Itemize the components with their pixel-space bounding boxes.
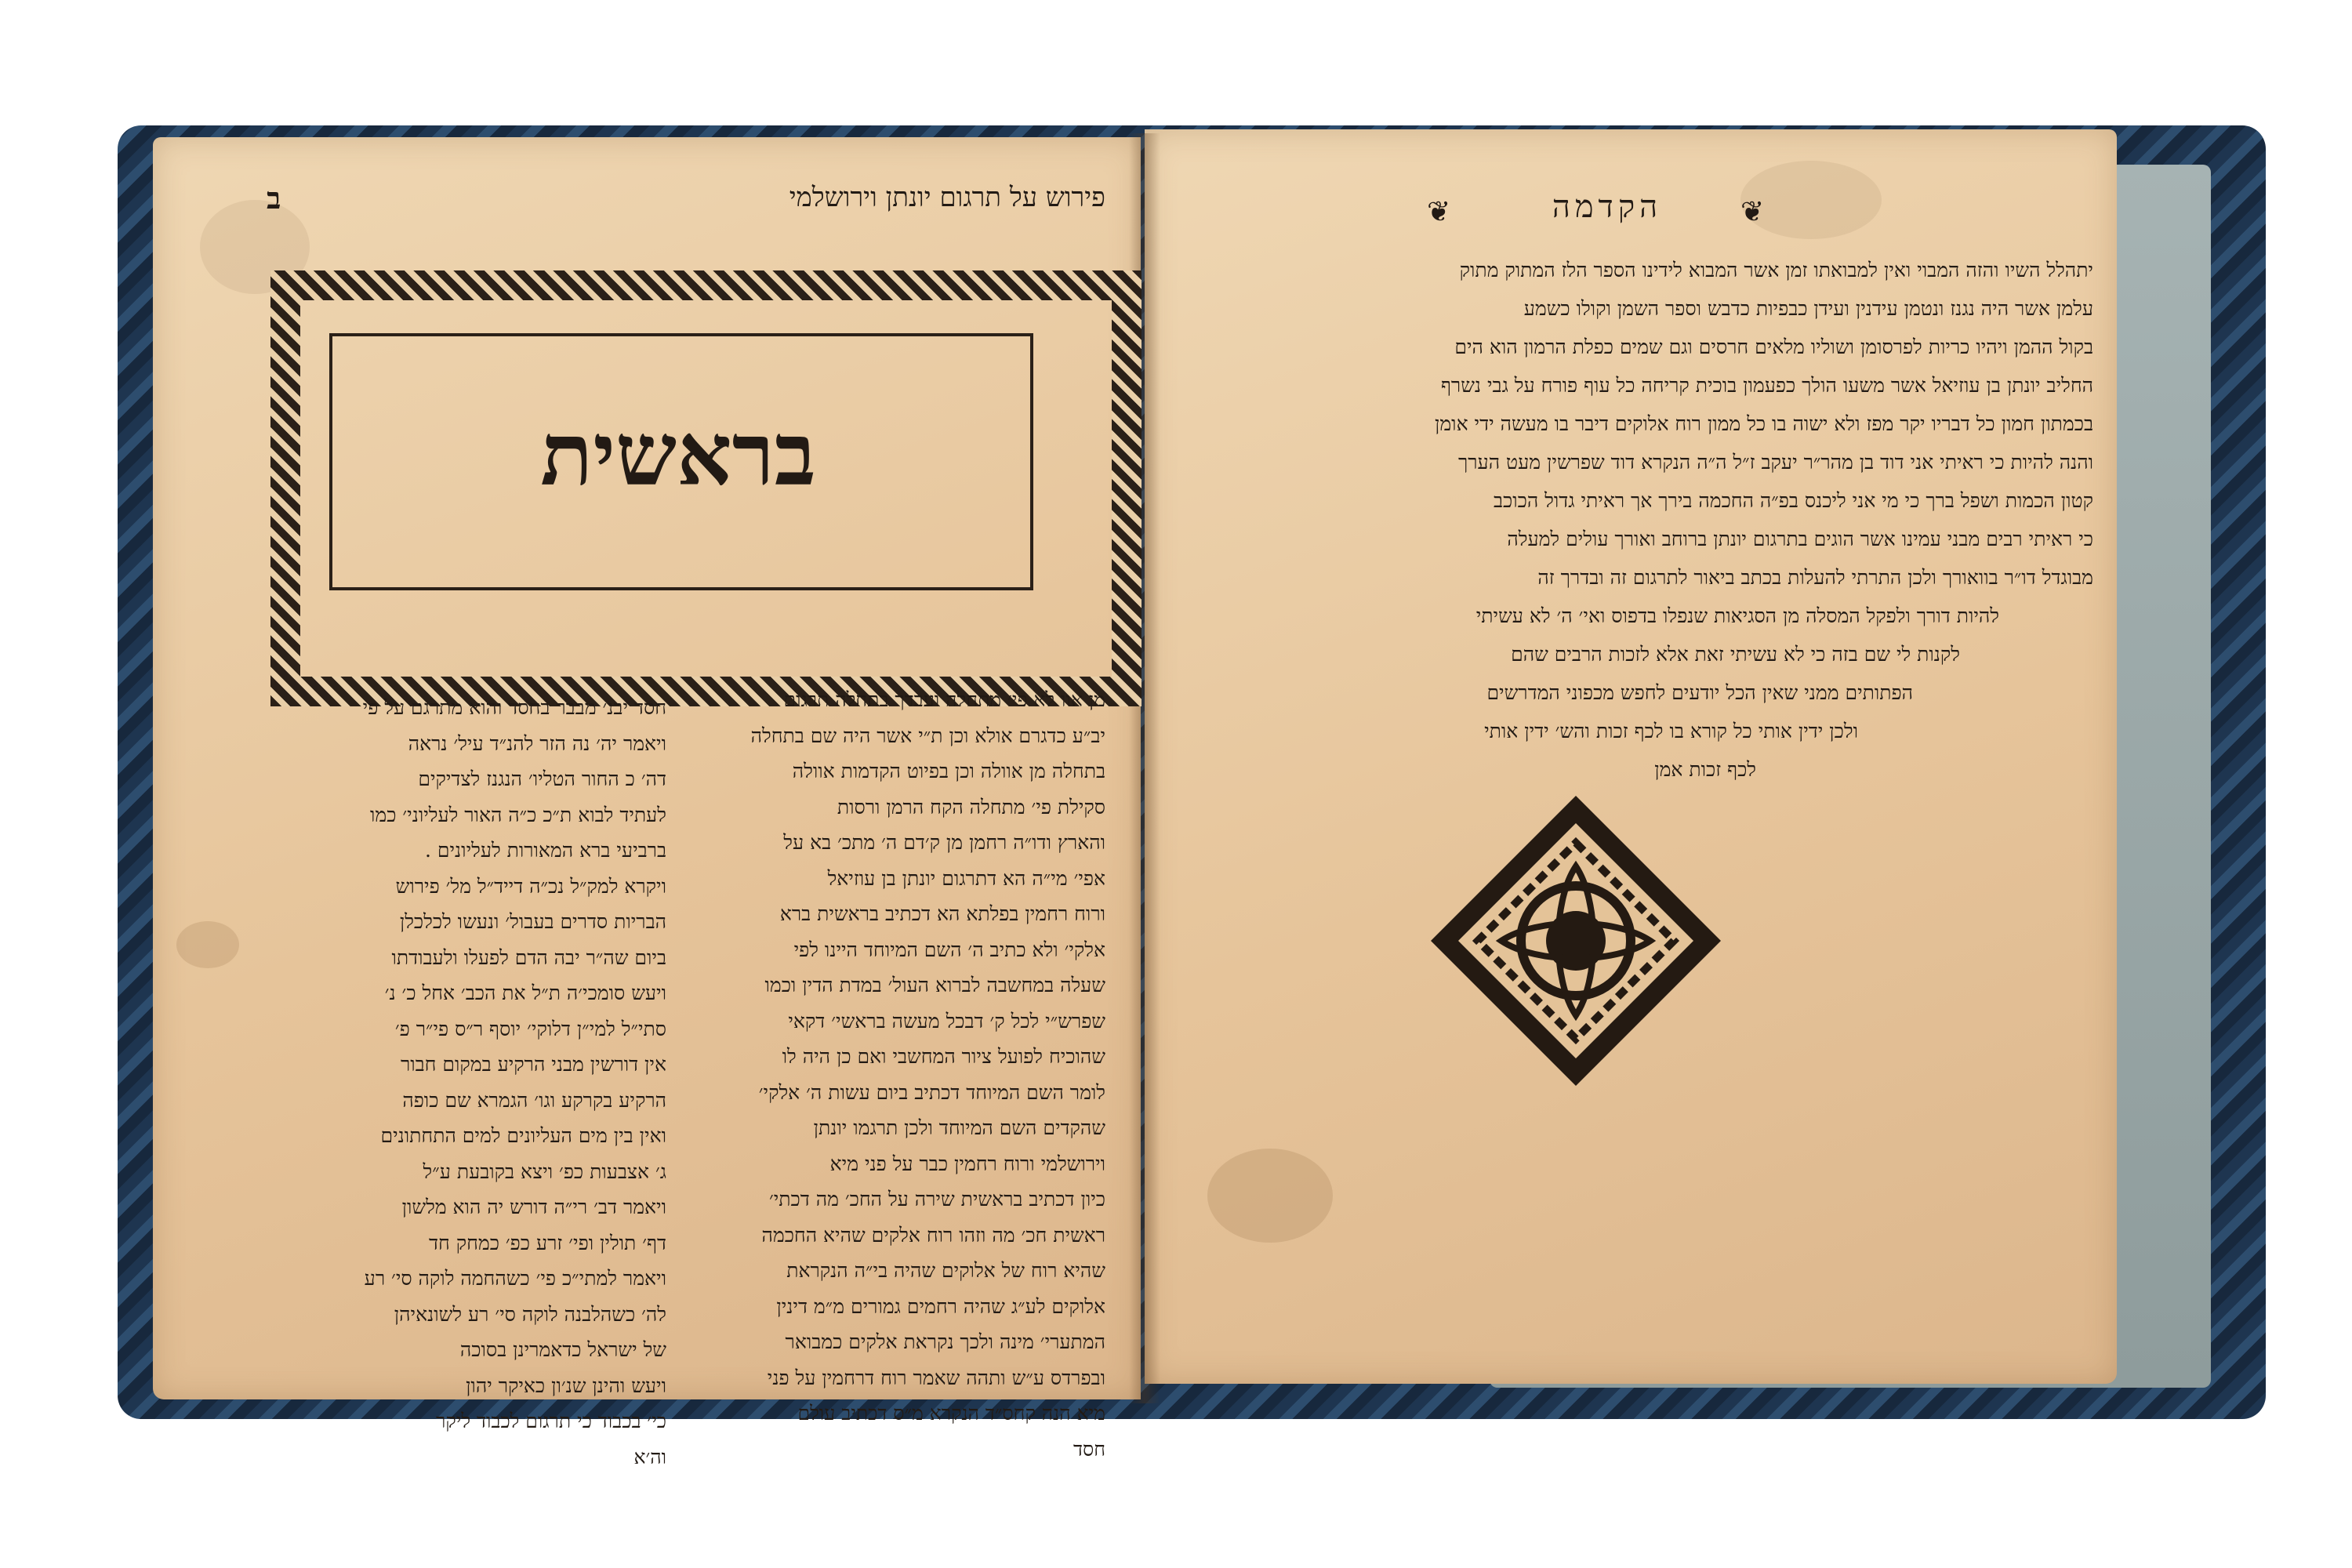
- text-line: ורוח רחמין בפלתא הא דכתיב בראשית ברא: [779, 902, 1105, 925]
- text-line: ויאמר יה׳ נה הזר להנ״ד עיל׳ נראה: [408, 731, 666, 755]
- text-line: לומר השם המיוחד דכתיב ביום עשות ה׳ אלקי׳: [758, 1080, 1105, 1104]
- text-line: שהוכיח לפועל ציור המחשבי ואם כן היה לו: [782, 1045, 1105, 1068]
- text-line: הבריות סדרים בעבול׳ ונעשו לכלכלן: [399, 910, 666, 933]
- folio-number: ב: [267, 180, 281, 216]
- text-line: סתי״ל למי״ן דלוקי׳ יוסף ר״ס פי״ר פ׳: [394, 1017, 666, 1040]
- text-line: והארץ ודו״ה רחמן מן ק׳דם ה׳ מתכ׳ בא על: [783, 831, 1105, 854]
- catchword: וה׳א: [633, 1445, 666, 1468]
- text-line: ויאמר דב׳ רי״ה דורש יה הוא מלשון: [401, 1196, 666, 1218]
- catchword: חסד: [1073, 1437, 1105, 1461]
- text-line: ויעש והינן שנ׳ון כאיקר יהון: [466, 1374, 666, 1397]
- commentary-column-a: [259, 690, 666, 1475]
- text-line: כי ראיתי רבים מבני עמינו אשר הוגים בתרגום יונתן ברוחב ואורך עולים למעלה: [1507, 528, 2093, 550]
- text-line: של ישראל כדאמרינן בסוכה: [459, 1338, 666, 1361]
- text-line: ביום שה״ר יבה הדם לפעלו ולעבודתו: [391, 946, 666, 969]
- text-line: ואין בין מים העליונים למים התחתונים: [380, 1124, 666, 1147]
- text-line: לכף זכות אמן: [1654, 758, 1756, 781]
- text-line: שהיא רוח של אלוקים שהיה בי״ה הנקראת: [786, 1259, 1105, 1282]
- stain: [1207, 1149, 1333, 1243]
- text-line: אלוקים לע״ג שהיה רחמים גמורים מ״מ דינין: [776, 1294, 1105, 1318]
- text-line: ולכן ידין אותי כל קורא בו לכף זכות והש׳ ידין אותי: [1484, 720, 1858, 742]
- text-line: קטון הכמות ושפל ברך כי מי אני ליכנס בפ״ה החכמה בירך אך ראיתי גדול הכוכב: [1493, 489, 2093, 512]
- text-line: המתערי׳ מינה ולכך נקראת אלקים כמבואר: [785, 1330, 1105, 1353]
- book-title: בראשית: [540, 404, 816, 505]
- text-line: עלמן אשר היה נגנז ונטמן עידנין ועידן כבפיות כדבש וספר השמן וקולו כשמע: [1523, 297, 2093, 320]
- text-line: לעתיד לבוא ת״כ כ״ה האור לעליוני׳ כמו: [370, 803, 666, 826]
- text-line: החליב יונתן בן עוזיאל אשר משעו הולך כפעמון בוכית קריחה כל עוף פורח על גבי נשרף: [1440, 374, 2093, 397]
- text-line: בקול ההמן ויהיו כריות לפרסומן ושוליו מלאים חרסים וגם שמים כפלת הרמון הוא הים: [1454, 336, 2093, 358]
- fleuron-icon: ❦: [1740, 196, 1765, 228]
- text-line: בכמתון חמון כל דבריו יקר מפז ולא ישוה בו כל ממון רוח אלוקים דיבר בו מעשה ידי אומן: [1434, 412, 2093, 435]
- text-line: הפתותים ממני שאין הכל יודעים לחפש מכפוני המדרשים: [1486, 681, 1913, 704]
- text-line: שפרש״י לכל ק׳ דבכל מעשה בראשי׳ דקאי: [788, 1009, 1105, 1033]
- fleuron-icon: ❦: [1427, 196, 1451, 228]
- text-line: יב״ע כדגרם אולא וכן ת״י אשר היה שם בתחלה: [750, 724, 1105, 747]
- text-line: ג׳ אצבעות כפ׳ ויצא בקובעת ע״ל: [423, 1160, 666, 1183]
- text-line: לקנות לי שם בזה כי לא עשיתי זאת אלא לזכות הרבים שהם: [1511, 643, 1960, 666]
- text-line: חסד יבנ׳ מבבר בחסד והוא מתרגם על פי: [362, 696, 666, 719]
- text-line: הרקיע בקרקע וגו׳ הגמרא שם כופה: [402, 1088, 666, 1112]
- text-line: אפי׳ מי״ה הא דתרגום יונתן בן עוזיאל: [827, 866, 1105, 890]
- commentary-column-b: [686, 682, 1105, 1467]
- text-line: ויעש סומכי׳ה ת״ל את הכב׳ אחל כ׳ נ׳: [384, 982, 666, 1004]
- text-line: יתהלל השיו והזה המבוי ואין למבואתו זמן אשר המבוא לידינו הספר הלז המתוק מתוק: [1459, 259, 2093, 281]
- text-line: שהקדים השם המיוחד ולכן תרגמו יונתן: [813, 1116, 1105, 1139]
- text-line: אלקי׳ ולא כתיב ה׳ השם המיוחד היינו לפי: [793, 938, 1105, 961]
- text-line: אין דורשין מבני הרקיע במקום חבור: [400, 1053, 666, 1076]
- stain: [176, 921, 239, 968]
- text-line: סקילת פי׳ מתחלה הקח הרמן ורסות: [837, 795, 1105, 818]
- text-line: מן אוו לא פי׳ מתחלה ועבדך בתחלה תרגום: [783, 688, 1105, 711]
- text-line: כיון דכתיב בראשית שירה על החכ׳ מה דכתי׳: [768, 1188, 1105, 1210]
- text-line: מבוגדל דו״ר בוואורך ולכן התרתי להעלות בכתב ביאור לתרגום זה ובדרך זה: [1537, 566, 2093, 589]
- text-line: לה׳ כשהלבנה לוקה סי׳ רע לשונאיהן: [394, 1302, 666, 1326]
- text-line: שעלה במחשבה לברוא העול׳ במדת הדין וכמו: [764, 974, 1105, 996]
- running-header: פירוש על תרגום יונתן וירושלמי: [789, 182, 1105, 213]
- text-line: כי׳ בכבוד כי תרגום לכבוד ליקר: [436, 1410, 666, 1432]
- diamond-ornament-icon: [1427, 792, 1725, 1090]
- text-line: ברביעי ברא המאורות לעליונים .: [425, 839, 666, 862]
- text-line: מיא הנה קחס״ד הנקרא מ״ס דכתיב עולם: [797, 1402, 1105, 1425]
- text-line: והנה להיות כי ראיתי אני דוד בן מהר״ר יעקב ז״ל ה״ה הנקרא דוד שפרשין מעט הערך: [1457, 451, 2093, 474]
- text-line: ויאמר למתי״כ פי׳ כשהחמה לוקה סי׳ רע: [364, 1267, 666, 1290]
- text-line: וירושלמי ורוח רחמין כבר על פני מיא: [829, 1152, 1105, 1175]
- text-line: ובפרדס ע״ש ותהה שאמר רוח דרחמין על פני: [767, 1366, 1105, 1389]
- text-line: ראשית חכ׳ מה וזהו רוח אלקים שהיא החכמה: [761, 1223, 1105, 1247]
- text-line: דה׳ כ החור הטליו׳ הנגנז לצדיקים: [418, 768, 666, 790]
- text-line: בתחלה מן אוולה וכן בפיוט הקדמות אוולה: [792, 760, 1105, 782]
- text-line: להיות דורך ולפקל המסלה מן הסגיאות שנפלו בדפוס ואי׳ ה׳ לא עשיתי: [1475, 604, 1999, 627]
- preface-title: הקדמה: [1552, 189, 1663, 225]
- text-line: ויקרא למק״ל נכ״ה דייד״ל מל׳ פירוש: [395, 874, 666, 898]
- text-line: דף׳ תולין ופי׳ זרע כפ׳ כמחק חד: [428, 1231, 666, 1254]
- preface-text: [1176, 251, 2093, 789]
